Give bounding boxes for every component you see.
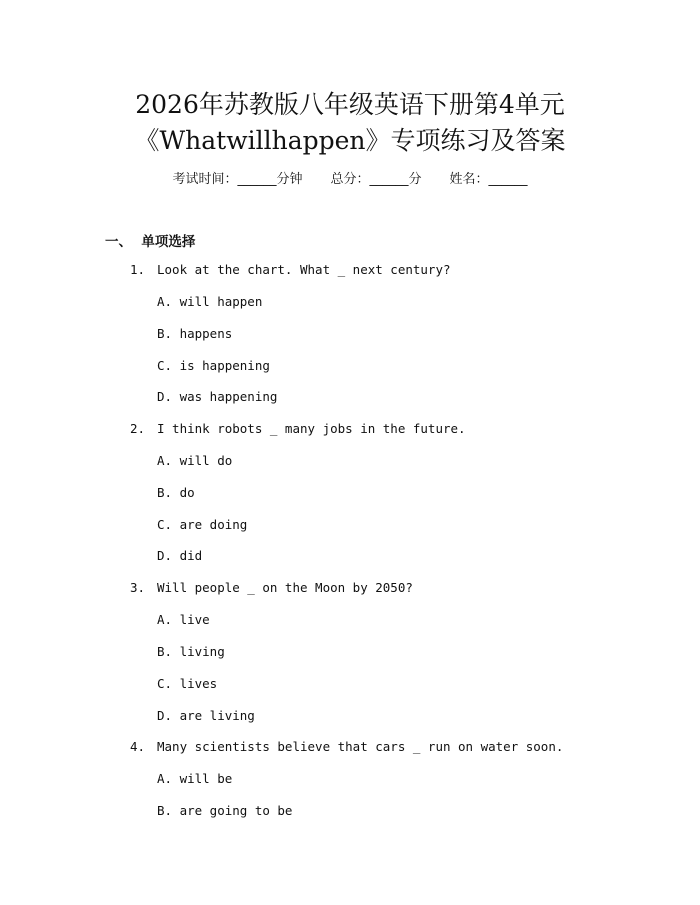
question-3-option-a: A. live	[157, 612, 210, 627]
question-text: Will people _ on the Moon by 2050?	[157, 580, 413, 595]
question-2-option-d: D. did	[157, 548, 203, 563]
exam-info-row	[0, 168, 700, 187]
section-number: 一、	[105, 234, 132, 250]
question-2-option-a: A. will do	[157, 453, 233, 468]
exam-time-label: 考试时间：	[172, 172, 238, 187]
question-2-option-b: B. do	[157, 485, 195, 500]
name-blank: ______	[488, 172, 528, 187]
question-1-option-a: A. will happen	[157, 294, 263, 309]
question-3	[130, 580, 413, 595]
question-text: I think robots _ many jobs in the future.	[157, 421, 466, 436]
question-3-option-b: B. living	[157, 644, 225, 659]
question-3-option-c: C. lives	[157, 676, 218, 691]
question-2-option-c: C. are doing	[157, 517, 248, 532]
exam-time-unit: 分钟	[276, 172, 303, 187]
question-1-option-b: B. happens	[157, 326, 233, 341]
question-4	[130, 739, 563, 754]
question-number: 4.	[130, 739, 146, 754]
score-label: 总分：	[330, 172, 370, 187]
exam-time-blank: ______	[237, 172, 277, 187]
question-1-option-c: C. is happening	[157, 358, 270, 373]
document-title-line-1: 2026年苏教版八年级英语下册第4单元	[135, 90, 565, 119]
question-text: Look at the chart. What _ next century?	[157, 262, 451, 277]
question-4-option-b: B. are going to be	[157, 803, 293, 818]
question-1	[130, 262, 451, 277]
question-number: 3.	[130, 580, 146, 595]
question-text: Many scientists believe that cars _ run on water soon.	[157, 739, 564, 754]
section-title: 单项选择	[141, 234, 196, 250]
question-1-option-d: D. was happening	[157, 389, 278, 404]
document-title-line-2: 《Whatwillhappen》专项练习及答案	[134, 126, 566, 155]
name-label: 姓名：	[449, 172, 489, 187]
question-number: 1.	[130, 262, 146, 277]
question-number: 2.	[130, 421, 146, 436]
question-3-option-d: D. are living	[157, 708, 255, 723]
score-unit: 分	[408, 172, 422, 187]
section-heading	[105, 230, 195, 250]
score-blank: ______	[369, 172, 409, 187]
question-4-option-a: A. will be	[157, 771, 233, 786]
question-2	[130, 421, 466, 436]
